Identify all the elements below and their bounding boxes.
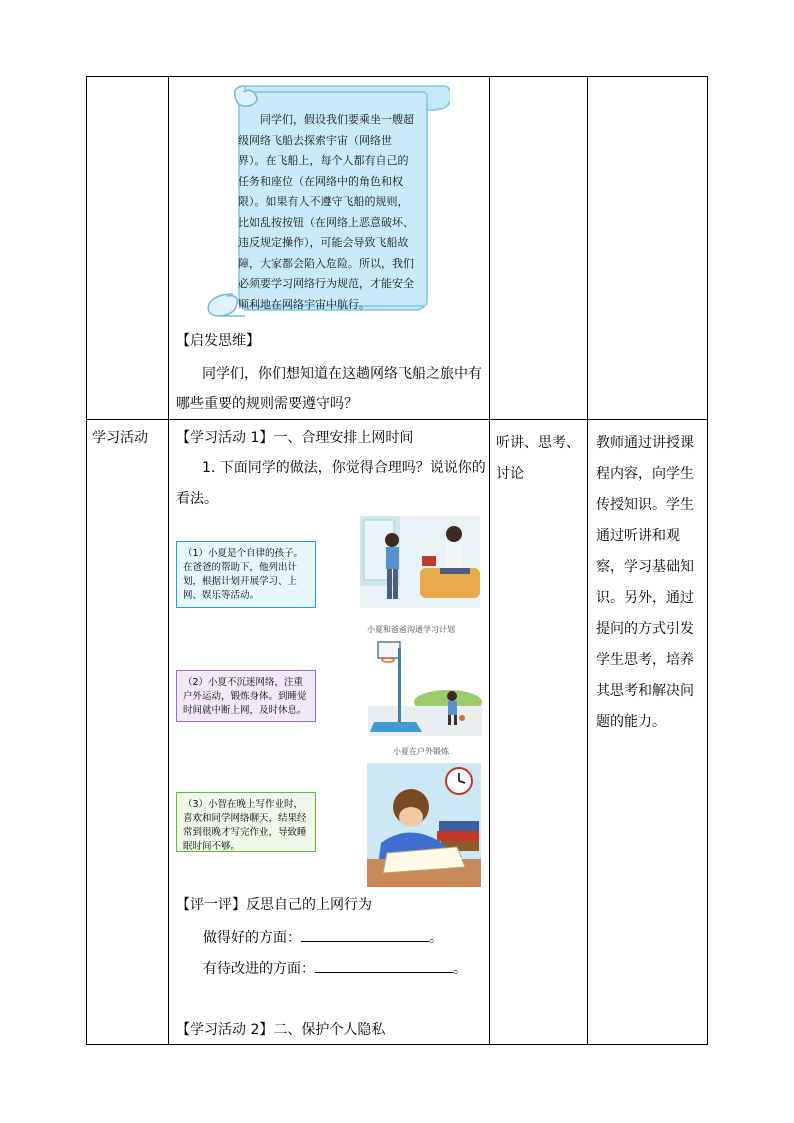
- col-divider-2: [489, 76, 490, 1045]
- caption-2: 小夏在户外锻炼: [393, 747, 449, 756]
- case-note-3: （3）小智在晚上写作业时，喜欢和同学网络聊天，结果经常到很晚才写完作业，导致睡眠时间不够。: [176, 792, 316, 852]
- activity2-title: 【学习活动 2】二、保护个人隐私: [176, 1022, 386, 1038]
- table-bottom-border: [86, 1044, 708, 1045]
- case-note-1: （1）小夏是个自律的孩子。在爸爸的帮助下，他列出计划，根据计划开展学习、上网、娱乐等活动。: [176, 541, 316, 608]
- table-right-border: [707, 76, 708, 1045]
- table-left-border: [86, 76, 87, 1045]
- caption-1: 小夏和爸爸沟通学习计划: [367, 625, 455, 634]
- question-line-1: 1. 下面同学的做法，你觉得合理吗？说说你的: [202, 460, 486, 476]
- improve-answer-blank[interactable]: [315, 958, 453, 973]
- review-good: [203, 927, 443, 948]
- table-top-border: [86, 76, 708, 77]
- father-son-planning-illustration: [360, 516, 480, 608]
- inspire-line-1: 同学们，你们想知道在这趟网络飞船之旅中有: [202, 366, 482, 382]
- student-activity: 听讲、思考、讨论: [496, 435, 580, 482]
- activity1-title: 【学习活动 1】一、合理安排上网时间: [176, 430, 414, 446]
- row-label: 学习活动: [92, 430, 148, 446]
- col-divider-1: [168, 76, 169, 1045]
- period-1: 。: [429, 930, 443, 946]
- period-2: 。: [453, 961, 467, 977]
- good-answer-blank[interactable]: [301, 927, 429, 942]
- inspire-line-2: 哪些重要的规则需要遵守吗？: [176, 396, 358, 412]
- outdoor-basketball-illustration: [368, 640, 482, 740]
- late-homework-illustration: [367, 763, 481, 887]
- row-divider: [86, 419, 708, 420]
- review-improve: [203, 958, 467, 979]
- design-intent: 教师通过讲授课程内容，向学生传授知识。学生通过听讲和观察，学习基础知识。另外，通过提问的方式引发学生思考，培养其思考和解决问题的能力。: [596, 435, 694, 730]
- col-divider-3: [587, 76, 588, 1045]
- scroll-text: 同学们，假设我们要乘坐一艘超级网络飞船去探索宇宙（网络世界）。在飞船上，每个人都有自己的任务和座位（在网络中的角色和权限）。如果有人不遵守飞船的规则，比如乱按按钮（在网络上恶意破坏、违反规定操作），可能会导致飞船故障，大家都会陷入危险。所以，我们必须要学习网络行为规范，才能安全顺利地在网络宇宙中航行。: [238, 113, 414, 311]
- review-improve-label: 有待改进的方面：: [203, 961, 315, 977]
- review-good-label: 做得好的方面：: [203, 930, 301, 946]
- inspire-heading: 【启发思维】: [176, 333, 260, 349]
- question-line-2: 看法。: [176, 491, 218, 507]
- review-title: 【评一评】反思自己的上网行为: [176, 897, 372, 913]
- case-note-2: （2）小夏不沉迷网络，注重户外运动，锻炼身体。到睡觉时间就中断上网，及时休息。: [176, 670, 316, 722]
